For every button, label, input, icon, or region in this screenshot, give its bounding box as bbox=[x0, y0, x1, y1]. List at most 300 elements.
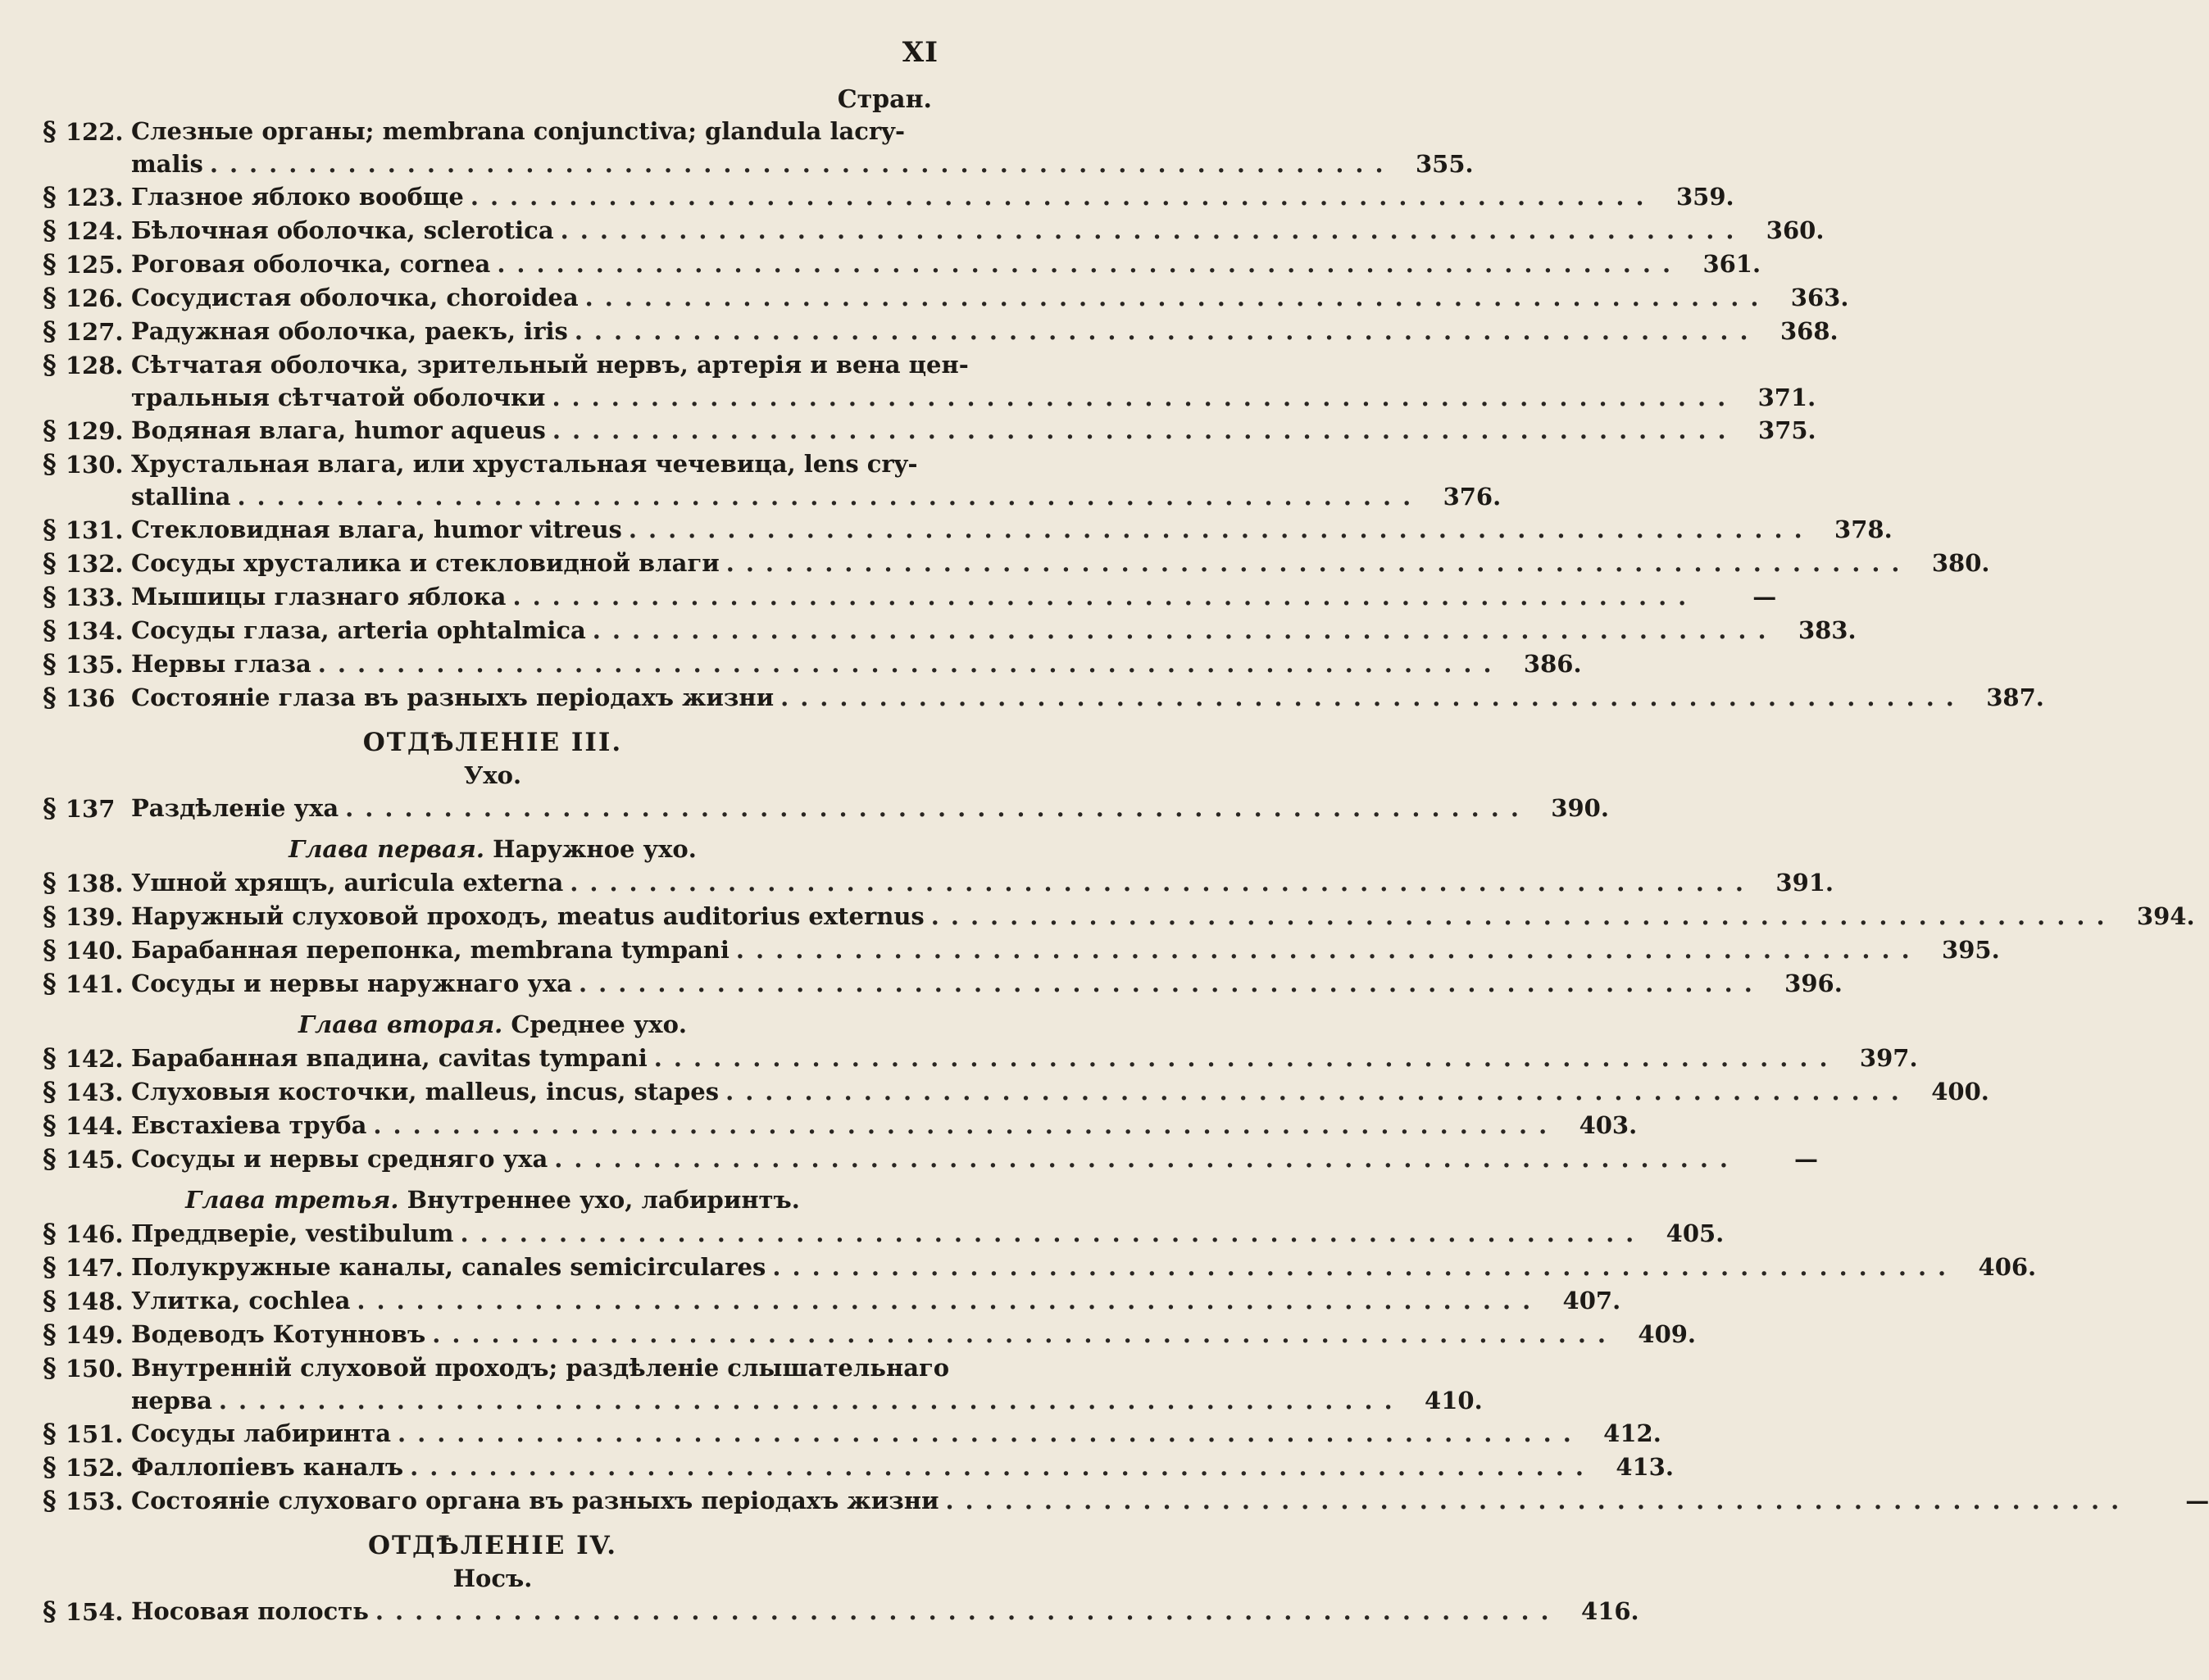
section-number bbox=[43, 315, 131, 348]
page-column-header: Стран. bbox=[837, 85, 932, 114]
page-ref: 375. bbox=[1758, 416, 1816, 444]
entry-title-continuation: malis bbox=[131, 150, 203, 178]
entry-body bbox=[131, 1217, 1724, 1250]
entry-title: Сосуды и нервы средняго уха bbox=[131, 1145, 548, 1173]
section-number-value: 134. bbox=[65, 617, 124, 645]
entry-body bbox=[131, 1251, 2036, 1283]
entry-title: Евстахіева труба bbox=[131, 1111, 367, 1139]
entry-line bbox=[131, 933, 1921, 966]
entry-line bbox=[131, 967, 1764, 1000]
dot-leader: ............................................................ bbox=[584, 284, 1770, 311]
page-ref: 397. bbox=[1859, 1044, 1918, 1072]
section-sign-icon: § bbox=[43, 1418, 66, 1449]
page-ref: 410. bbox=[1425, 1387, 1483, 1414]
entry-title: Бѣлочная оболочка, sclerotica bbox=[131, 216, 554, 244]
page-ref: 363. bbox=[1790, 284, 1849, 311]
section-sign-icon: § bbox=[43, 1076, 66, 1107]
section-number-value: 145. bbox=[65, 1146, 124, 1174]
page-ref: 376. bbox=[1443, 483, 1502, 511]
section-sign-icon: § bbox=[43, 682, 66, 713]
division-3-title: ОТДѢЛЕНІЕ III. bbox=[362, 728, 623, 757]
entry-line bbox=[131, 1417, 1583, 1450]
page-ref: 383. bbox=[1798, 616, 1857, 644]
section-sign-icon: § bbox=[43, 968, 66, 999]
section-sign-icon: § bbox=[43, 448, 66, 479]
chapter-2-label: Глава вторая. bbox=[298, 1010, 503, 1038]
entry-body bbox=[131, 414, 1816, 447]
section-number-value: 126. bbox=[65, 284, 124, 312]
entry-title: Носовая полость bbox=[131, 1597, 369, 1625]
dot-leader: ............................................................ bbox=[357, 1287, 1543, 1314]
dot-leader: ............................................................ bbox=[460, 1219, 1646, 1247]
entry-line bbox=[131, 1284, 1542, 1317]
entry-body bbox=[131, 1484, 2209, 1517]
section-sign-icon: § bbox=[43, 248, 66, 279]
toc-entry bbox=[43, 1217, 1725, 1251]
entry-line bbox=[131, 547, 1911, 579]
entry-title: Состояніе глаза въ разныхъ періодахъ жизни bbox=[131, 683, 775, 711]
section-number bbox=[43, 348, 131, 382]
page-ref: 413. bbox=[1616, 1453, 1674, 1481]
dot-leader: ............................................................ bbox=[772, 1253, 1958, 1281]
section-sign-icon: § bbox=[43, 1285, 66, 1316]
section-number bbox=[43, 180, 131, 214]
toc-entry bbox=[43, 180, 1734, 214]
entry-line bbox=[131, 1251, 1957, 1283]
entry-line bbox=[131, 214, 1745, 247]
toc-entry bbox=[43, 547, 1990, 580]
page-ref: 368. bbox=[1779, 317, 1839, 345]
entry-title: Сосуды и нервы наружнаго уха bbox=[131, 969, 573, 997]
toc-entry bbox=[43, 247, 1761, 281]
section-number bbox=[43, 1351, 131, 1385]
toc-entry bbox=[43, 866, 1834, 900]
toc-group-outer-ear bbox=[43, 866, 2195, 1001]
entry-title: Состояніе слуховаго органа въ разныхъ періодахъ жизни bbox=[131, 1487, 939, 1514]
dot-leader: ............................................................ bbox=[432, 1320, 1618, 1348]
entry-title: Роговая оболочка, cornea bbox=[131, 250, 491, 278]
entry-line bbox=[131, 1075, 1911, 1108]
entry-line bbox=[131, 1217, 1645, 1250]
page-ref: 387. bbox=[1986, 683, 2044, 711]
toc-entry bbox=[43, 1075, 1989, 1109]
section-sign-icon: § bbox=[43, 282, 66, 313]
toc-entry bbox=[43, 792, 1609, 825]
section-number bbox=[43, 1484, 131, 1518]
toc-entry bbox=[43, 214, 1825, 247]
section-number-value: 153. bbox=[65, 1487, 124, 1515]
toc-entry bbox=[43, 1351, 1483, 1417]
section-sign-icon: § bbox=[43, 1485, 66, 1516]
entry-body bbox=[131, 447, 1501, 513]
dot-leader: ............................................................ bbox=[725, 549, 1911, 577]
entry-title: Сосудистая оболочка, choroidea bbox=[131, 284, 579, 311]
section-number bbox=[43, 414, 131, 447]
entry-line bbox=[131, 180, 1656, 213]
entry-line bbox=[131, 900, 2116, 933]
dot-leader: ............................................................ bbox=[209, 150, 1395, 178]
section-number-value: 128. bbox=[65, 352, 124, 379]
page-ref: 416. bbox=[1581, 1597, 1639, 1625]
entry-title: Внутренній слуховой проходъ; раздѣленіе слышательнаго bbox=[131, 1354, 950, 1382]
section-number-value: 144. bbox=[65, 1112, 124, 1140]
section-sign-icon: § bbox=[43, 792, 66, 824]
section-number-value: 138. bbox=[65, 870, 124, 897]
section-number bbox=[43, 1595, 131, 1628]
section-number bbox=[43, 681, 131, 715]
section-number-value: 154. bbox=[65, 1598, 124, 1626]
section-number bbox=[43, 614, 131, 647]
toc-entry bbox=[43, 1417, 1661, 1451]
entry-line bbox=[131, 281, 1770, 314]
entry-body bbox=[131, 513, 1893, 546]
section-number bbox=[43, 580, 131, 614]
dot-leader: ............................................................ bbox=[470, 183, 1656, 211]
section-sign-icon: § bbox=[43, 581, 66, 612]
page-ref: 409. bbox=[1638, 1320, 1697, 1348]
entry-title: Барабанная перепонка, membrana tympani bbox=[131, 936, 730, 964]
section-sign-icon: § bbox=[43, 514, 66, 545]
section-sign-icon: § bbox=[43, 1352, 66, 1383]
section-number bbox=[43, 281, 131, 315]
dot-leader: ............................................................ bbox=[237, 483, 1423, 511]
chapter-2-heading bbox=[43, 1007, 943, 1042]
section-number bbox=[43, 115, 131, 148]
section-sign-icon: § bbox=[43, 1451, 66, 1482]
page-ref: 378. bbox=[1834, 515, 1893, 543]
section-number-value: 140. bbox=[65, 937, 124, 965]
entry-title: Сѣтчатая оболочка, зрительный нервъ, артерія и вена цен- bbox=[131, 351, 969, 379]
dot-leader: ............................................................ bbox=[398, 1419, 1583, 1447]
section-number-value: 135. bbox=[65, 651, 124, 679]
dot-leader: ............................................................ bbox=[628, 515, 1814, 543]
entry-line bbox=[131, 614, 1778, 647]
toc-group-middle-ear bbox=[43, 1042, 1989, 1176]
section-number bbox=[43, 1284, 131, 1318]
entry-line bbox=[131, 580, 1698, 613]
dot-leader: ............................................................ bbox=[410, 1453, 1595, 1481]
page-ref: — bbox=[2185, 1487, 2209, 1514]
entry-line bbox=[131, 1318, 1617, 1351]
entry-body bbox=[131, 1451, 1674, 1483]
page-ref: 355. bbox=[1415, 150, 1474, 178]
entry-body bbox=[131, 1595, 1639, 1628]
chapter-3-label: Глава третья. bbox=[185, 1186, 399, 1214]
entry-continuation bbox=[131, 381, 1737, 414]
page-ref: 359. bbox=[1675, 183, 1734, 211]
dot-leader: ............................................................ bbox=[780, 683, 1966, 711]
toc-entry bbox=[43, 1451, 1674, 1484]
page-ref: 360. bbox=[1766, 216, 1825, 244]
dot-leader: ............................................................ bbox=[653, 1044, 1839, 1072]
section-number-value: 143. bbox=[65, 1078, 124, 1106]
page-ref: 403. bbox=[1579, 1111, 1638, 1139]
section-number-value: 148. bbox=[65, 1287, 124, 1315]
entry-title: Барабанная впадина, cavitas tympani bbox=[131, 1044, 648, 1072]
toc-group-nose bbox=[43, 1595, 1639, 1628]
dot-leader: ............................................................ bbox=[725, 1078, 1911, 1106]
dot-leader: ............................................................ bbox=[552, 416, 1738, 444]
entry-title: Сосуды глаза, arteria ophtalmica bbox=[131, 616, 586, 644]
toc-entry bbox=[43, 348, 1816, 414]
toc-entry bbox=[43, 513, 1893, 547]
dot-leader: ............................................................ bbox=[218, 1387, 1404, 1414]
chapter-3-title: Внутреннее ухо, лабиринтъ. bbox=[407, 1186, 800, 1214]
section-number-value: 125. bbox=[65, 251, 124, 279]
entry-title: Глазное яблоко вообще bbox=[131, 183, 464, 211]
page-ref: 386. bbox=[1523, 650, 1582, 678]
dot-leader: ............................................................ bbox=[497, 250, 1683, 278]
section-number bbox=[43, 647, 131, 681]
section-number bbox=[43, 792, 131, 825]
section-sign-icon: § bbox=[43, 181, 66, 212]
dot-leader: ............................................................ bbox=[735, 936, 1921, 964]
dot-leader: ............................................................ bbox=[574, 317, 1760, 345]
entry-body bbox=[131, 1318, 1696, 1351]
section-number-value: 150. bbox=[65, 1355, 124, 1383]
toc-entry bbox=[43, 614, 1857, 647]
entry-body bbox=[131, 214, 1824, 247]
entry-title: Сосуды хрусталика и стекловидной влаги bbox=[131, 549, 720, 577]
entry-title: Ушной хрящъ, auricula externa bbox=[131, 869, 564, 897]
section-sign-icon: § bbox=[43, 934, 66, 965]
section-number-value: 142. bbox=[65, 1045, 124, 1073]
section-number bbox=[43, 967, 131, 1001]
section-number-value: 149. bbox=[65, 1321, 124, 1349]
section-sign-icon: § bbox=[43, 116, 66, 147]
dot-leader: ............................................................ bbox=[945, 1487, 2131, 1514]
division-4-subtitle: Носъ. bbox=[452, 1564, 533, 1592]
entry-title: Мышицы глазнаго яблока bbox=[131, 583, 507, 611]
entry-body bbox=[131, 1109, 1637, 1142]
section-number-value: 131. bbox=[65, 516, 124, 544]
toc-entry bbox=[43, 681, 2044, 715]
toc-entry bbox=[43, 1595, 1639, 1628]
section-number-value: 130. bbox=[65, 451, 124, 479]
entry-body bbox=[131, 580, 1776, 613]
entry-body bbox=[131, 315, 1839, 347]
section-number bbox=[43, 1451, 131, 1484]
section-number-value: 124. bbox=[65, 217, 124, 245]
page-number: XI bbox=[902, 36, 939, 69]
section-number-value: 133. bbox=[65, 583, 124, 611]
entry-body bbox=[131, 614, 1857, 647]
entry-title: Водеводъ Котунновъ bbox=[131, 1320, 426, 1348]
entry-line bbox=[131, 647, 1503, 680]
dot-leader: ............................................................ bbox=[592, 616, 1778, 644]
page-ref: 396. bbox=[1784, 969, 1843, 997]
section-number-value: 146. bbox=[65, 1220, 124, 1248]
entry-body bbox=[131, 866, 1834, 899]
entry-title: Преддверіе, vestibulum bbox=[131, 1219, 454, 1247]
section-number bbox=[43, 1042, 131, 1075]
section-number bbox=[43, 1251, 131, 1284]
section-sign-icon: § bbox=[43, 901, 66, 932]
entry-line bbox=[131, 1451, 1595, 1483]
toc-entry bbox=[43, 414, 1816, 447]
entry-body bbox=[131, 681, 2044, 714]
section-number bbox=[43, 866, 131, 900]
toc-entry bbox=[43, 315, 1839, 348]
page-ref: 361. bbox=[1702, 250, 1761, 278]
entry-title-continuation: stallina bbox=[131, 483, 231, 511]
entry-title: Полукружные каналы, canales semicirculares bbox=[131, 1253, 766, 1281]
section-sign-icon: § bbox=[43, 316, 66, 347]
entry-title: Водяная влага, humor aqueus bbox=[131, 416, 546, 444]
entry-continuation bbox=[131, 480, 1422, 513]
entry-continuation bbox=[131, 1384, 1404, 1417]
dot-leader: ............................................................ bbox=[560, 216, 1746, 244]
dot-leader: ............................................................ bbox=[552, 384, 1738, 411]
toc-entry bbox=[43, 447, 1502, 513]
toc-group-inner-ear bbox=[43, 1217, 2209, 1518]
section-number-value: 152. bbox=[65, 1454, 124, 1482]
entry-body bbox=[131, 247, 1761, 280]
toc-entry bbox=[43, 900, 2195, 933]
section-sign-icon: § bbox=[43, 1042, 66, 1074]
entry-title: Хрустальная влага, или хрустальная чечевица, lens cry- bbox=[131, 450, 918, 478]
section-number-value: 136 bbox=[65, 684, 116, 712]
toc-entry bbox=[43, 1251, 2037, 1284]
dot-leader: ............................................................ bbox=[373, 1111, 1559, 1139]
section-number-value: 132. bbox=[65, 550, 124, 578]
toc-entry bbox=[43, 1318, 1697, 1351]
page-ref: 394. bbox=[2136, 902, 2195, 930]
toc-entry bbox=[43, 1284, 1621, 1318]
section-number-value: 147. bbox=[65, 1254, 124, 1282]
entry-body bbox=[131, 1351, 1483, 1417]
entry-title: Слуховыя косточки, malleus, incus, stapes bbox=[131, 1078, 720, 1106]
section-sign-icon: § bbox=[43, 547, 66, 579]
page-ref: 400. bbox=[1931, 1078, 1989, 1106]
entry-body bbox=[131, 1284, 1620, 1317]
section-sign-icon: § bbox=[43, 1319, 66, 1350]
section-number-value: 127. bbox=[65, 318, 124, 346]
dot-leader: ............................................................ bbox=[512, 583, 1698, 611]
entry-body bbox=[131, 933, 2000, 966]
section-sign-icon: § bbox=[43, 1143, 66, 1174]
entry-body bbox=[131, 1075, 1989, 1108]
page-ref: 371. bbox=[1757, 384, 1816, 411]
entry-line bbox=[131, 414, 1738, 447]
entry-title: Нервы глаза bbox=[131, 650, 311, 678]
section-number bbox=[43, 1417, 131, 1451]
section-number-value: 141. bbox=[65, 970, 124, 998]
page-ref: 380. bbox=[1931, 549, 1990, 577]
entry-title: Стекловидная влага, humor vitreus bbox=[131, 515, 622, 543]
page-ref: 390. bbox=[1551, 794, 1609, 822]
entry-line bbox=[131, 315, 1760, 347]
section-sign-icon: § bbox=[43, 1218, 66, 1249]
chapter-3-heading bbox=[43, 1183, 943, 1217]
dot-leader: ............................................................ bbox=[579, 969, 1764, 997]
section-number bbox=[43, 1142, 131, 1176]
section-number bbox=[43, 1217, 131, 1251]
page-ref: 395. bbox=[1942, 936, 2000, 964]
chapter-1-title: Наружное ухо. bbox=[493, 835, 697, 863]
division-4-title: ОТДѢЛЕНІЕ IV. bbox=[367, 1531, 618, 1560]
dot-leader: ............................................................ bbox=[554, 1145, 1740, 1173]
toc-entry bbox=[43, 1109, 1638, 1142]
entry-line bbox=[131, 513, 1814, 546]
entry-title: Сосуды лабиринта bbox=[131, 1419, 392, 1447]
entry-title: Наружный слуховой проходъ, meatus auditorius externus bbox=[131, 902, 925, 930]
entry-body bbox=[131, 1417, 1661, 1450]
chapter-1-label: Глава первая. bbox=[289, 835, 484, 863]
entry-title: Фаллопіевъ каналъ bbox=[131, 1453, 404, 1481]
section-number-value: 123. bbox=[65, 184, 124, 211]
section-sign-icon: § bbox=[43, 1596, 66, 1627]
entry-title-continuation: нерва bbox=[131, 1387, 212, 1414]
entry-title: Слезные органы; membrana conjunctiva; glandula lacry- bbox=[131, 117, 906, 145]
section-sign-icon: § bbox=[43, 215, 66, 246]
page-ref: 406. bbox=[1978, 1253, 2037, 1281]
dot-leader: ............................................................ bbox=[570, 869, 1756, 897]
dot-leader: ............................................................ bbox=[375, 1597, 1561, 1625]
section-number bbox=[43, 1109, 131, 1142]
page-ref: 405. bbox=[1666, 1219, 1725, 1247]
entry-line bbox=[131, 1595, 1561, 1628]
entry-body bbox=[131, 1042, 1918, 1074]
toc-entry bbox=[43, 1484, 2209, 1518]
entry-body bbox=[131, 1142, 1818, 1175]
section-number-value: 129. bbox=[65, 417, 124, 445]
toc-group-ear-intro bbox=[43, 792, 1609, 825]
chapter-1-heading bbox=[43, 832, 943, 866]
entry-title: Радужная оболочка, раекъ, iris bbox=[131, 317, 568, 345]
section-number bbox=[43, 447, 131, 481]
section-number-value: 151. bbox=[65, 1420, 124, 1448]
entry-line bbox=[131, 866, 1755, 899]
toc-entry bbox=[43, 933, 2000, 967]
entry-line bbox=[131, 1484, 2130, 1517]
entry-body bbox=[131, 647, 1582, 680]
section-sign-icon: § bbox=[43, 349, 66, 380]
chapter-2-title: Среднее ухо. bbox=[511, 1010, 688, 1038]
section-number bbox=[43, 933, 131, 967]
entry-title-continuation: тральныя сѣтчатой оболочки bbox=[131, 384, 546, 411]
entry-body bbox=[131, 547, 1990, 579]
section-number bbox=[43, 547, 131, 580]
section-number bbox=[43, 1075, 131, 1109]
entry-body bbox=[131, 115, 1474, 180]
section-sign-icon: § bbox=[43, 867, 66, 898]
toc-entry bbox=[43, 1042, 1918, 1075]
section-sign-icon: § bbox=[43, 1110, 66, 1141]
entry-line bbox=[131, 1142, 1739, 1175]
entry-line bbox=[131, 1042, 1839, 1074]
entry-body bbox=[131, 900, 2195, 933]
page-ref: 391. bbox=[1775, 869, 1834, 897]
dot-leader: ............................................................ bbox=[317, 650, 1503, 678]
toc-entry bbox=[43, 1142, 1819, 1176]
entry-title: Улитка, cochlea bbox=[131, 1287, 351, 1314]
section-number bbox=[43, 900, 131, 933]
section-number bbox=[43, 513, 131, 547]
entry-title: Раздѣленіе уха bbox=[131, 794, 339, 822]
entry-body bbox=[131, 792, 1609, 824]
page-ref: — bbox=[1752, 583, 1777, 611]
toc-entry bbox=[43, 647, 1582, 681]
section-number bbox=[43, 247, 131, 281]
section-sign-icon: § bbox=[43, 648, 66, 679]
entry-line bbox=[131, 681, 1966, 714]
section-sign-icon: § bbox=[43, 415, 66, 446]
entry-continuation bbox=[131, 148, 1395, 180]
section-number bbox=[43, 1318, 131, 1351]
entry-body bbox=[131, 348, 1816, 414]
dot-leader: ............................................................ bbox=[345, 794, 1530, 822]
